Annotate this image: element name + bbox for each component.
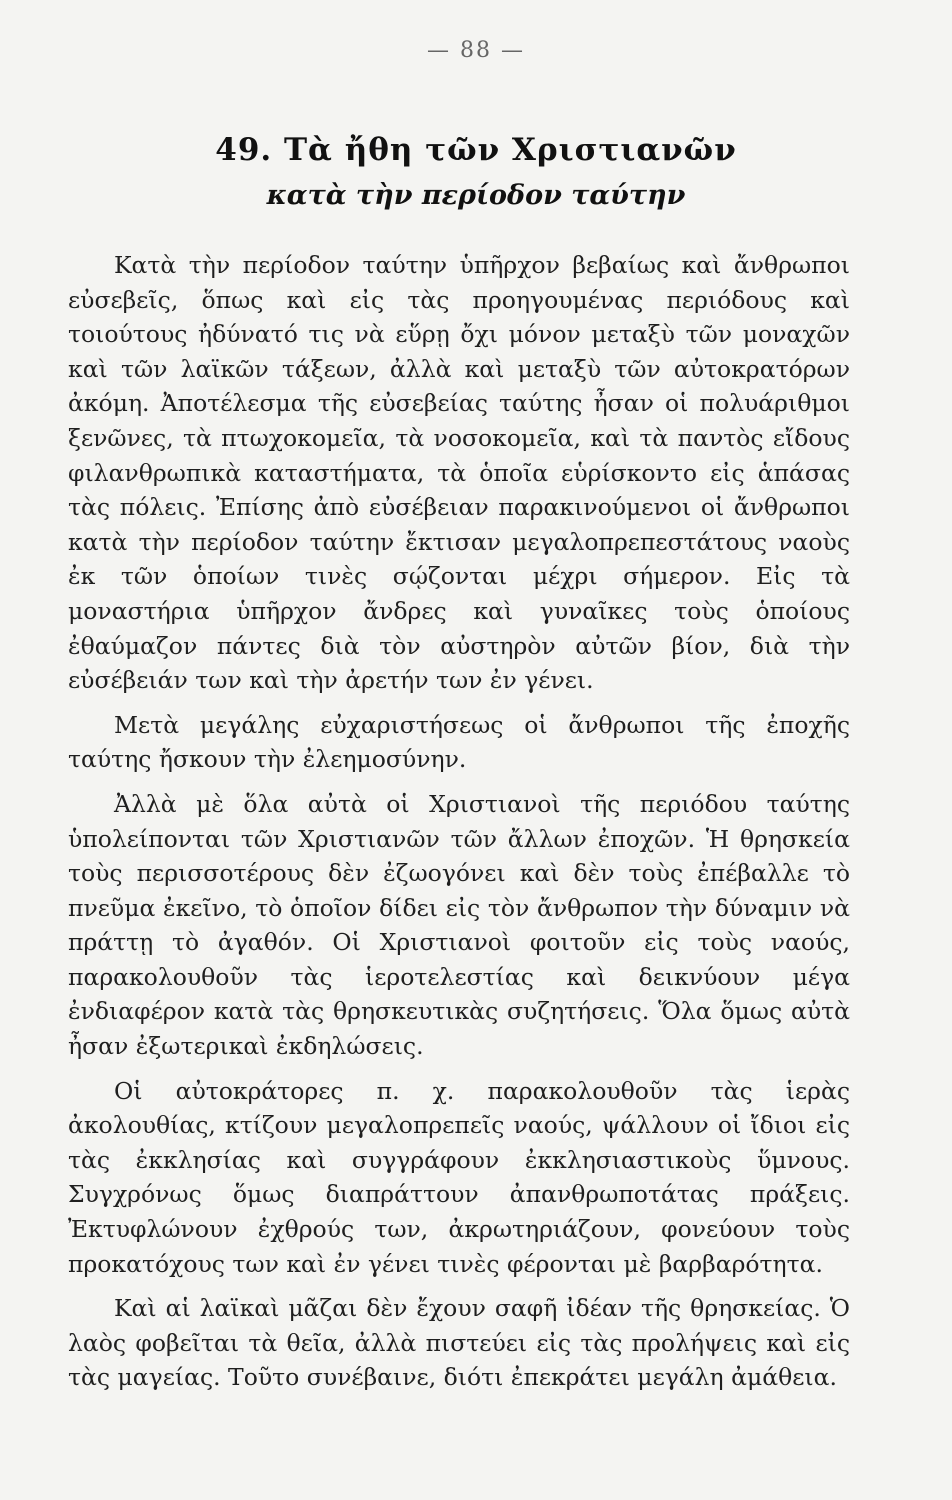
- body-text: [68, 248, 850, 1405]
- chapter-title: 49. Τὰ ἤθη τῶν Χριστιανῶν: [215, 132, 737, 168]
- paragraph-4: Οἱ αὐτοκράτορες π. χ. παρακολουθοῦν τὰς ἱερὰς ἀκολουθίας, κτίζουν μεγαλοπρεπεῖς ναούς, ψάλλουν οἱ ἴδιοι εἰς τὰς ἐκκλησίας καὶ συγγράφουν ἐκκλησιαστικοὺς ὕμνους. Συγχρόνως ὅμως διαπράττουν ἀπανθρωποτάτας πράξεις. Ἐκτυφλώνουν ἐχθρούς των, ἀκρωτηριάζουν, φονεύουν τοὺς προκατόχους των καὶ ἐν γένει τινὲς φέρονται μὲ βαρβαρότητα.: [68, 1076, 850, 1278]
- paragraph-2: Μετὰ μεγάλης εὐχαριστήσεως οἱ ἄνθρωποι τῆς ἐποχῆς ταύτης ἤσκουν τὴν ἐλεημοσύνην.: [68, 710, 850, 774]
- chapter-subtitle: κατὰ τὴν περίοδον ταύτην: [266, 180, 686, 211]
- paragraph-1: Κατὰ τὴν περίοδον ταύτην ὑπῆρχον βεβαίως καὶ ἄνθρωποι εὐσεβεῖς, ὅπως καὶ εἰς τὰς προηγουμένας περιόδους καὶ τοιούτους ἠδύνατό τις νὰ εὕρῃ ὄχι μόνον μεταξὺ τῶν μοναχῶν καὶ τῶν λαϊκῶν τάξεων, ἀλλὰ καὶ μεταξὺ τῶν αὐτοκρατόρων ἀκόμη. Ἀποτέλεσμα τῆς εὐσεβείας ταύτης ἦσαν οἱ πολυάριθμοι ξενῶνες, τὰ πτωχοκομεῖα, τὰ νοσοκομεῖα, καὶ τὰ παντὸς εἴδους φιλανθρωπικὰ καταστήματα, τὰ ὁποῖα εὑρίσκοντο εἰς ἁπάσας τὰς πόλεις. Ἐπίσης ἀπὸ εὐσέβειαν παρακινούμενοι οἱ ἄνθρωποι κατὰ τὴν περίοδον ταύτην ἔκτισαν μεγαλοπρεπεστάτους ναοὺς ἐκ τῶν ὁποίων τινὲς σῴζονται μέχρι σήμερον. Εἰς τὰ μοναστήρια ὑπῆρχον ἄνδρες καὶ γυναῖκες τοὺς ὁποίους ἐθαύμαζον πάντες διὰ τὸν αὐστηρὸν αὐτῶν βίον, διὰ τὴν εὐσέβειάν των καὶ τὴν ἀρετήν των ἐν γένει.: [68, 251, 850, 695]
- page-number: — 88 —: [427, 38, 525, 63]
- paragraph-5: Καὶ αἱ λαϊκαὶ μᾶζαι δὲν ἔχουν σαφῆ ἰδέαν τῆς θρησκείας. Ὁ λαὸς φοβεῖται τὰ θεῖα, ἀλλὰ πιστεύει εἰς τὰς προλήψεις καὶ εἰς τὰς μαγείας. Τοῦτο συνέβαινε, διότι ἐπεκράτει μεγάλη ἀμάθεια.: [68, 1294, 850, 1392]
- paragraph-3: Ἀλλὰ μὲ ὅλα αὐτὰ οἱ Χριστιανοὶ τῆς περιόδου ταύτης ὑπολείπονται τῶν Χριστιανῶν τῶν ἄλλων ἐποχῶν. Ἡ θρησκεία τοὺς περισσοτέρους δὲν ἐζωογόνει καὶ δὲν τοὺς ἐπέβαλλε τὸ πνεῦμα ἐκεῖνο, τὸ ὁποῖον δίδει εἰς τὸν ἄνθρωπον τὴν δύναμιν νὰ πράττῃ τὸ ἀγαθόν. Οἱ Χριστιανοὶ φοιτοῦν εἰς τοὺς ναούς, παρακολουθοῦν τὰς ἱεροτελεστίας καὶ δεικνύουν μέγα ἐνδιαφέρον κατὰ τὰς θρησκευτικὰς συζητήσεις. Ὅλα ὅμως αὐτὰ ἦσαν ἐξωτερικαὶ ἐκδηλώσεις.: [68, 789, 850, 1061]
